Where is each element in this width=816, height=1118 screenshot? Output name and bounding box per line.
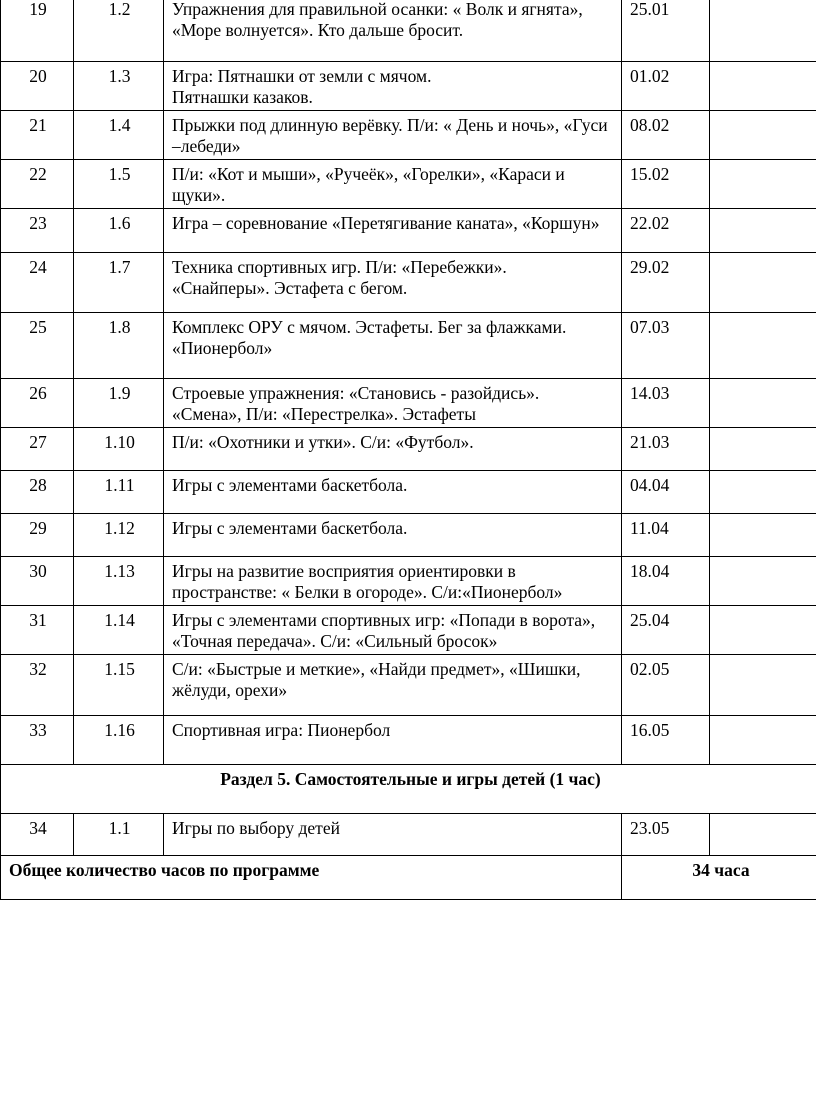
lesson-topic: Игры по выбору детей xyxy=(164,814,622,856)
lesson-code: 1.6 xyxy=(74,209,164,253)
lesson-note xyxy=(710,160,816,209)
lesson-date: 02.05 xyxy=(622,655,710,716)
lesson-code: 1.13 xyxy=(74,557,164,606)
total-hours-value: 34 часа xyxy=(622,856,816,900)
table-row xyxy=(1,379,816,428)
lesson-note xyxy=(710,471,816,514)
lesson-number: 28 xyxy=(1,471,74,514)
total-row xyxy=(1,856,816,900)
lesson-number: 24 xyxy=(1,253,74,313)
lesson-date: 23.05 xyxy=(622,814,710,856)
lesson-date: 25.01 xyxy=(622,0,710,62)
lesson-date: 29.02 xyxy=(622,253,710,313)
lesson-note xyxy=(710,111,816,160)
lesson-note xyxy=(710,428,816,471)
lesson-topic: С/и: «Быстрые и меткие», «Найди предмет», «Шишки, жёлуди, орехи» xyxy=(164,655,622,716)
lesson-note xyxy=(710,313,816,379)
lesson-date: 25.04 xyxy=(622,606,710,655)
table-row xyxy=(1,716,816,765)
lesson-code: 1.2 xyxy=(74,0,164,62)
lesson-date: 21.03 xyxy=(622,428,710,471)
lesson-code: 1.7 xyxy=(74,253,164,313)
section-title: Раздел 5. Самостоятельные и игры детей (1 час) xyxy=(1,765,816,814)
table-row xyxy=(1,557,816,606)
lesson-note xyxy=(710,253,816,313)
lesson-topic: Игра – соревнование «Перетягивание каната», «Коршун» xyxy=(164,209,622,253)
lesson-number: 27 xyxy=(1,428,74,471)
table-row xyxy=(1,606,816,655)
lesson-number: 25 xyxy=(1,313,74,379)
lesson-note xyxy=(710,814,816,856)
lesson-topic: Игры с элементами баскетбола. xyxy=(164,514,622,557)
lesson-code: 1.15 xyxy=(74,655,164,716)
table-row xyxy=(1,655,816,716)
lesson-note xyxy=(710,209,816,253)
table-row xyxy=(1,160,816,209)
lesson-topic: Спортивная игра: Пионербол xyxy=(164,716,622,765)
lesson-date: 16.05 xyxy=(622,716,710,765)
lesson-note xyxy=(710,379,816,428)
table-row xyxy=(1,253,816,313)
table-row xyxy=(1,62,816,111)
lesson-topic: Прыжки под длинную верёвку. П/и: « День и ночь», «Гуси –лебеди» xyxy=(164,111,622,160)
schedule-rows xyxy=(1,0,816,765)
lesson-number: 21 xyxy=(1,111,74,160)
lesson-date: 15.02 xyxy=(622,160,710,209)
lesson-note xyxy=(710,606,816,655)
lesson-number: 19 xyxy=(1,0,74,62)
table-row xyxy=(1,471,816,514)
lesson-note xyxy=(710,716,816,765)
lesson-code: 1.5 xyxy=(74,160,164,209)
lesson-code: 1.14 xyxy=(74,606,164,655)
lesson-number: 31 xyxy=(1,606,74,655)
lesson-code: 1.1 xyxy=(74,814,164,856)
lesson-number: 26 xyxy=(1,379,74,428)
lesson-topic: П/и: «Охотники и утки». С/и: «Футбол». xyxy=(164,428,622,471)
lesson-topic: Игра: Пятнашки от земли с мячом. Пятнашки казаков. xyxy=(164,62,622,111)
lesson-number: 34 xyxy=(1,814,74,856)
lesson-code: 1.10 xyxy=(74,428,164,471)
lesson-date: 01.02 xyxy=(622,62,710,111)
lesson-date: 07.03 xyxy=(622,313,710,379)
lesson-topic: Игры с элементами баскетбола. xyxy=(164,471,622,514)
lesson-topic: Техника спортивных игр. П/и: «Перебежки». «Снайперы». Эстафета с бегом. xyxy=(164,253,622,313)
lesson-topic: Игры на развитие восприятия ориентировки в пространстве: « Белки в огороде». С/и:«Пионербол» xyxy=(164,557,622,606)
total-hours-label: Общее количество часов по программе xyxy=(1,856,622,900)
lesson-code: 1.9 xyxy=(74,379,164,428)
lesson-note xyxy=(710,514,816,557)
lesson-date: 22.02 xyxy=(622,209,710,253)
lesson-number: 30 xyxy=(1,557,74,606)
lesson-topic: П/и: «Кот и мыши», «Ручеёк», «Горелки», «Караси и щуки». xyxy=(164,160,622,209)
table-row xyxy=(1,313,816,379)
lesson-code: 1.11 xyxy=(74,471,164,514)
lesson-topic: Игры с элементами спортивных игр: «Попади в ворота», «Точная передача». С/и: «Сильный бросок» xyxy=(164,606,622,655)
lesson-topic: Упражнения для правильной осанки: « Волк и ягнята», «Море волнуется». Кто дальше бросит. xyxy=(164,0,622,62)
lesson-code: 1.16 xyxy=(74,716,164,765)
lesson-topic: Комплекс ОРУ с мячом. Эстафеты. Бег за флажками. «Пионербол» xyxy=(164,313,622,379)
lesson-date: 14.03 xyxy=(622,379,710,428)
section-header-row xyxy=(1,765,816,814)
lesson-date: 08.02 xyxy=(622,111,710,160)
lesson-date: 04.04 xyxy=(622,471,710,514)
section-5-block xyxy=(1,765,816,900)
lesson-number: 20 xyxy=(1,62,74,111)
lesson-note xyxy=(710,557,816,606)
lesson-note xyxy=(710,62,816,111)
lesson-number: 23 xyxy=(1,209,74,253)
lesson-code: 1.4 xyxy=(74,111,164,160)
lesson-note xyxy=(710,0,816,62)
table-row xyxy=(1,209,816,253)
table-row xyxy=(1,514,816,557)
lesson-code: 1.12 xyxy=(74,514,164,557)
lesson-topic: Строевые упражнения: «Становись - разойдись». «Смена», П/и: «Перестрелка». Эстафеты xyxy=(164,379,622,428)
lesson-number: 22 xyxy=(1,160,74,209)
lesson-number: 33 xyxy=(1,716,74,765)
lesson-code: 1.3 xyxy=(74,62,164,111)
lesson-code: 1.8 xyxy=(74,313,164,379)
lesson-note xyxy=(710,655,816,716)
table-row xyxy=(1,428,816,471)
table-row xyxy=(1,814,816,856)
lesson-date: 18.04 xyxy=(622,557,710,606)
table-row xyxy=(1,111,816,160)
lesson-number: 32 xyxy=(1,655,74,716)
lesson-number: 29 xyxy=(1,514,74,557)
table-row xyxy=(1,0,816,62)
lesson-date: 11.04 xyxy=(622,514,710,557)
